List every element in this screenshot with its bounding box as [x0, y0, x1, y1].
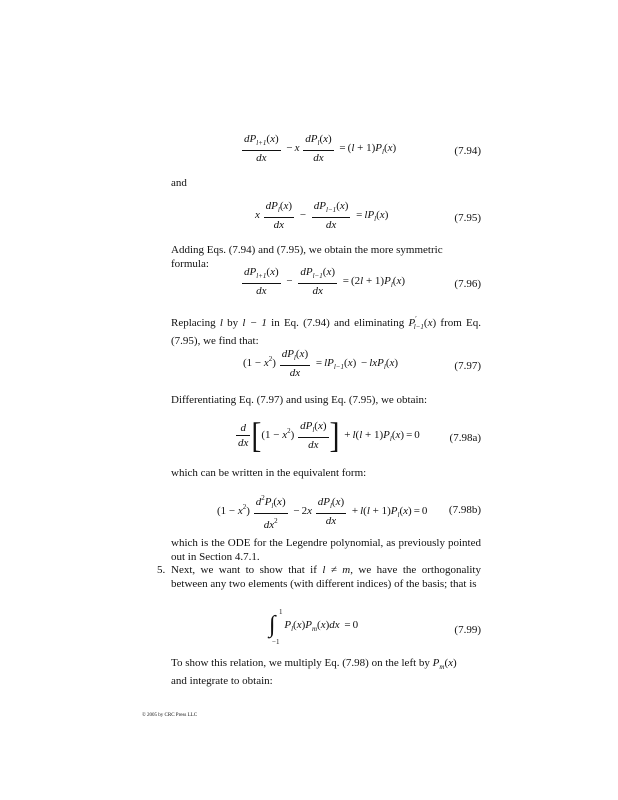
- equation-7-96: [171, 266, 481, 306]
- equation-7-97: [171, 348, 481, 388]
- paragraph-differentiating: Differentiating Eq. (7.97) and using Eq. (7.95), we obtain:: [171, 394, 428, 406]
- paragraph-replacing: Replacing l by l − 1 in Eq. (7.94) and eliminating $P'_{l-1}(x)$ from Eq. (7.95), we find that:: [171, 315, 482, 347]
- list-item-5-text: Next, we want to show that if l ≠ m, we have the orthogonality between any two elements (with different indices) of the basis; that is: [171, 564, 481, 590]
- equation-7-95: [171, 200, 481, 240]
- equation-7-94: [171, 133, 481, 173]
- equation-number: (7.95): [454, 212, 481, 224]
- equation-number: (7.98b): [448, 504, 481, 516]
- equation-body: $(1 - x^2)$ $\frac{d^2P_l(x)}{dx^2}$ − 2x $\frac{dP_l(x)}{dx}$ + $l(l + 1)P_l(x) = 0$: [217, 494, 428, 531]
- equation-7-98a: [171, 415, 481, 460]
- equation-body: ∫ 1 −1 $P_l(x)P_m(x)dx = 0$: [269, 608, 359, 646]
- paragraph-to-show: To show this relation, we multiply Eq. (7.98) on the left by $P_m(x)$ and integrate to obtain:: [171, 657, 457, 687]
- equation-7-98b: [171, 492, 481, 532]
- paragraph-and: and: [171, 177, 187, 189]
- copyright-footer: © 2005 by CRC Press LLC: [142, 713, 198, 718]
- paragraph-equivalent: which can be written in the equivalent form:: [171, 467, 367, 479]
- equation-body: $\frac{dP_{l+1}(x)}{dx}$ − x $\frac{dP_l(x)}{dx}$ = $(l + 1)P_l(x)$: [244, 133, 397, 164]
- equation-number: (7.96): [454, 278, 481, 290]
- equation-number: (7.99): [454, 624, 481, 636]
- equation-number: (7.97): [454, 360, 481, 372]
- equation-number: (7.94): [454, 145, 481, 157]
- equation-body: $\frac{d}{dx}$ [$(1 - x^2)$ $\frac{dP_l(x)}{dx}$ ] + $l(l + 1)P_l(x) = 0$: [238, 415, 420, 455]
- paragraph-ode: which is the ODE for the Legendre polynomial, as previously pointed out in Section 4.7.1.: [171, 537, 481, 563]
- equation-body: $\frac{dP_{l+1}(x)}{dx}$ − $\frac{dP_{l-1}(x)}{dx}$ = $(2l + 1)P_l(x)$: [244, 266, 405, 297]
- equation-number: (7.98a): [449, 432, 481, 444]
- equation-7-99: [171, 608, 481, 652]
- equation-body: x $\frac{dP_l(x)}{dx}$ − $\frac{dP_{l-1}(x)}{dx}$ = $lP_l(x)$: [255, 200, 389, 231]
- paragraph-adding: Adding Eqs. (7.94) and (7.95), we obtain the more symmetric formula:: [171, 244, 443, 270]
- equation-body: $(1 - x^2)$ $\frac{dP_l(x)}{dx}$ = $lP_{l-1}(x) - lxP_l(x)$: [243, 348, 399, 379]
- list-item-number: 5.: [157, 564, 166, 576]
